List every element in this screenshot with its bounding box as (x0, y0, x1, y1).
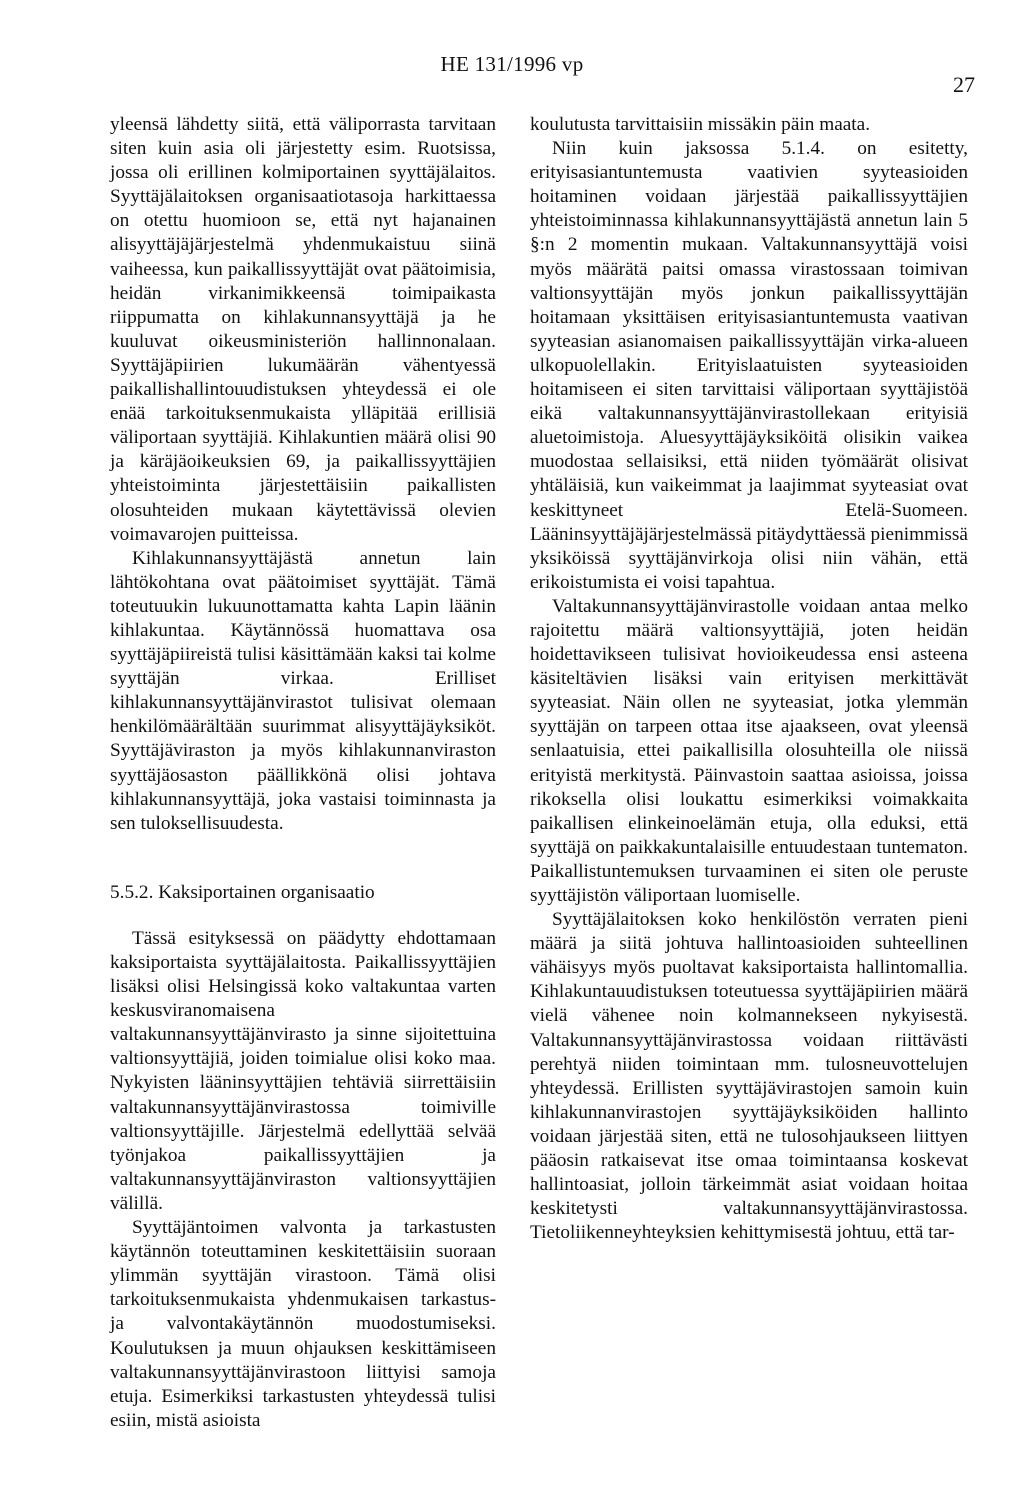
section-heading: 5.5.2. Kaksiportainen organisaatio (110, 881, 375, 903)
page-header (0, 52, 1024, 97)
paragraph: Tässä esityksessä on päädytty ehdottamaan kaksiportaista syyttäjälaitosta. Paikallissyyttäjien lisäksi olisi Helsingissä koko valtakuntaa varten keskusviranomaisena valtakunnansyyttäjänvirasto ja sinne sijoitettuina valtionsyyttäjiä, joiden toimialue olisi koko maa. Nykyisten lääninsyyttäjien tehtäviä siirrettäisiin valtakunnansyyttäjänvirastossa toimiville valtionsyyttäjille. Järjestelmä edellyttää selvää työnjakoa paikallissyyttäjien ja valtakunnansyyttäjänviraston valtionsyyttäjien välillä. (110, 927, 496, 1214)
left-column (110, 113, 496, 1433)
paragraph: yleensä lähdetty siitä, että väliporrasta tarvitaan siten kuin asia oli järjestetty esim. Ruotsissa, jossa oli erillinen kolmiportainen syyttäjälaitos. Syyttäjälaitoksen organisaatiotasoja harkittaessa on otettu huomioon se, että nyt hajanainen alisyyttäjäjärjestelmä yhdenmukaistuu siinä vaiheessa, kun paikallissyyttäjät ovat päätoimisia, heidän virkanimikkeensä toimipaikasta riippumatta on kihlakunnansyyttäjä ja he kuuluvat oikeusministeriön hallinnonalaan. Syyttäjäpiirien lukumäärän vähentyessä paikallishallintouudistuksen yhteydessä ei ole enää tarkoituksenmukaista ylläpitää erillisiä väliportaan syyttäjiä. Kihlakuntien määrä olisi 90 ja käräjäoikeuksien 69, ja paikallissyyttäjien yhteistoiminta järjestettäisiin paikallisten olosuhteiden mukaan käytettävissä olevien voimavarojen puitteissa. (110, 114, 496, 545)
paragraph: Syyttäjälaitoksen koko henkilöstön verraten pieni määrä ja siitä johtuva hallintoasioiden suhteellinen vähäisyys myös puoltavat kaksiportaista hallintomallia. Kihlakuntauudistuksen toteutuessa syyttäjäpiirien määrä vielä vähenee noin kolmannekseen nykyisestä. Valtakunnansyyttäjänvirastossa voidaan riittävästi perehtyä niiden toimintaan mm. tulosneuvottelujen yhteydessä. Erillisten syyttäjävirastojen samoin kuin kihlakunnanvirastojen syyttäjäyksiköiden hallinto voidaan järjestää siten, että ne tulosohjaukseen liittyen pääosin ratkaisevat itse omaa toimintaansa koskevat hallintoasiat, jolloin tärkeimmät asiat voidaan hoitaa keskitetysti valtakunnansyyttäjänvirastossa. Tietoliikenneyhteyksien kehittymisestä johtuu, että tar- (530, 909, 968, 1244)
document-id: HE 131/1996 vp (440, 52, 584, 76)
paragraph: Syyttäjäntoimen valvonta ja tarkastusten käytännön toteuttaminen keskitettäisiin suoraan ylimmän syyttäjän virastoon. Tämä olisi tarkoituksenmukaista yhdenmukaisen tarkastus- ja valvontakäytännön muodostumiseksi. Koulutuksen ja muun ohjauksen keskittämiseen valtakunnansyyttäjänvirastoon liittyisi samoja etuja. Esimerkiksi tarkastusten yhteydessä tulisi esiin, mistä asioista (110, 1217, 496, 1431)
paragraph: Niin kuin jaksossa 5.1.4. on esitetty, erityisasiantuntemusta vaativien syyteasioiden hoitaminen voidaan järjestää paikallissyyttäjien yhteistoiminnassa kihlakunnansyyttäjästä annetun lain 5 §:n 2 momentin mukaan. Valtakunnansyyttäjä voisi myös määrätä paitsi omassa virastossaan toimivan valtionsyyttäjän myös jonkun paikallissyyttäjän hoitamaan yksittäisen erityisasiantuntemusta vaativan syyteasian asianomaisen paikallissyyttäjän virka-alueen ulkopuolellakin. Erityislaatuisten syyteasioiden hoitamiseen ei siten tarvittaisi väliportaan syyttäjistöä eikä valtakunnansyyttäjänvirastollekaan erityisiä aluetoimistoja. Aluesyyttäjäyksiköitä olisikin vaikea muodostaa sellaisiksi, että niiden työmäärät olisivat yhtäläisiä, kun vaikeimmat ja laajimmat syyteasiat ovat keskittyneet Etelä-Suomeen. Lääninsyyttäjäjärjestelmässä pitäydyttäessä pienimmissä yksiköissä syyttäjänvirkoja olisi niin vähän, että erikoistumista ei voisi tapahtua. (530, 138, 968, 593)
paragraph: Kihlakunnansyyttäjästä annetun lain lähtökohtana ovat päätoimiset syyttäjät. Tämä toteutuukin lukuunottamatta kahta Lapin läänin kihlakuntaa. Käytännössä huomattava osa syyttäjäpiireistä tulisi käsittämään kaksi tai kolme syyttäjän virkaa. Erilliset kihlakunnansyyttäjänvirastot tulisivat olemaan henkilömäärältään suurimmat alisyyttäjäyksiköt. Syyttäjäviraston ja myös kihlakunnanviraston syyttäjäosaston päällikkönä olisi johtava kihlakunnansyyttäjä, joka vastaisi toiminnasta ja sen tuloksellisuudesta. (110, 547, 496, 834)
paragraph: Valtakunnansyyttäjänvirastolle voidaan antaa melko rajoitettu määrä valtionsyyttäjiä, joten heidän hoidettavikseen tulisivat hovioikeudessa ensi asteena käsiteltävien lisäksi vain erityisen merkittävät syyteasiat. Näin ollen ne syyteasiat, jotka ylemmän syyttäjän on tarpeen ottaa itse ajaakseen, ovat yleensä senlaatuisia, ettei paikallisilla olosuhteilla ole niissä erityistä merkitystä. Päinvastoin saattaa asioissa, joissa rikoksella olisi loukattu esimerkiksi voimakkaita paikallisen elinkeinoelämän etuja, olla eduksi, että syyttäjä on paikkakuntalaisille entuudestaan tuntematon. Paikallistuntemuksen turvaaminen ei siten ole peruste syyttäjistön väliportaan luomiselle. (530, 595, 968, 906)
right-column (530, 113, 968, 1245)
paragraph: koulutusta tarvittaisiin missäkin päin maata. (530, 114, 871, 135)
page-number: 27 (953, 72, 975, 97)
